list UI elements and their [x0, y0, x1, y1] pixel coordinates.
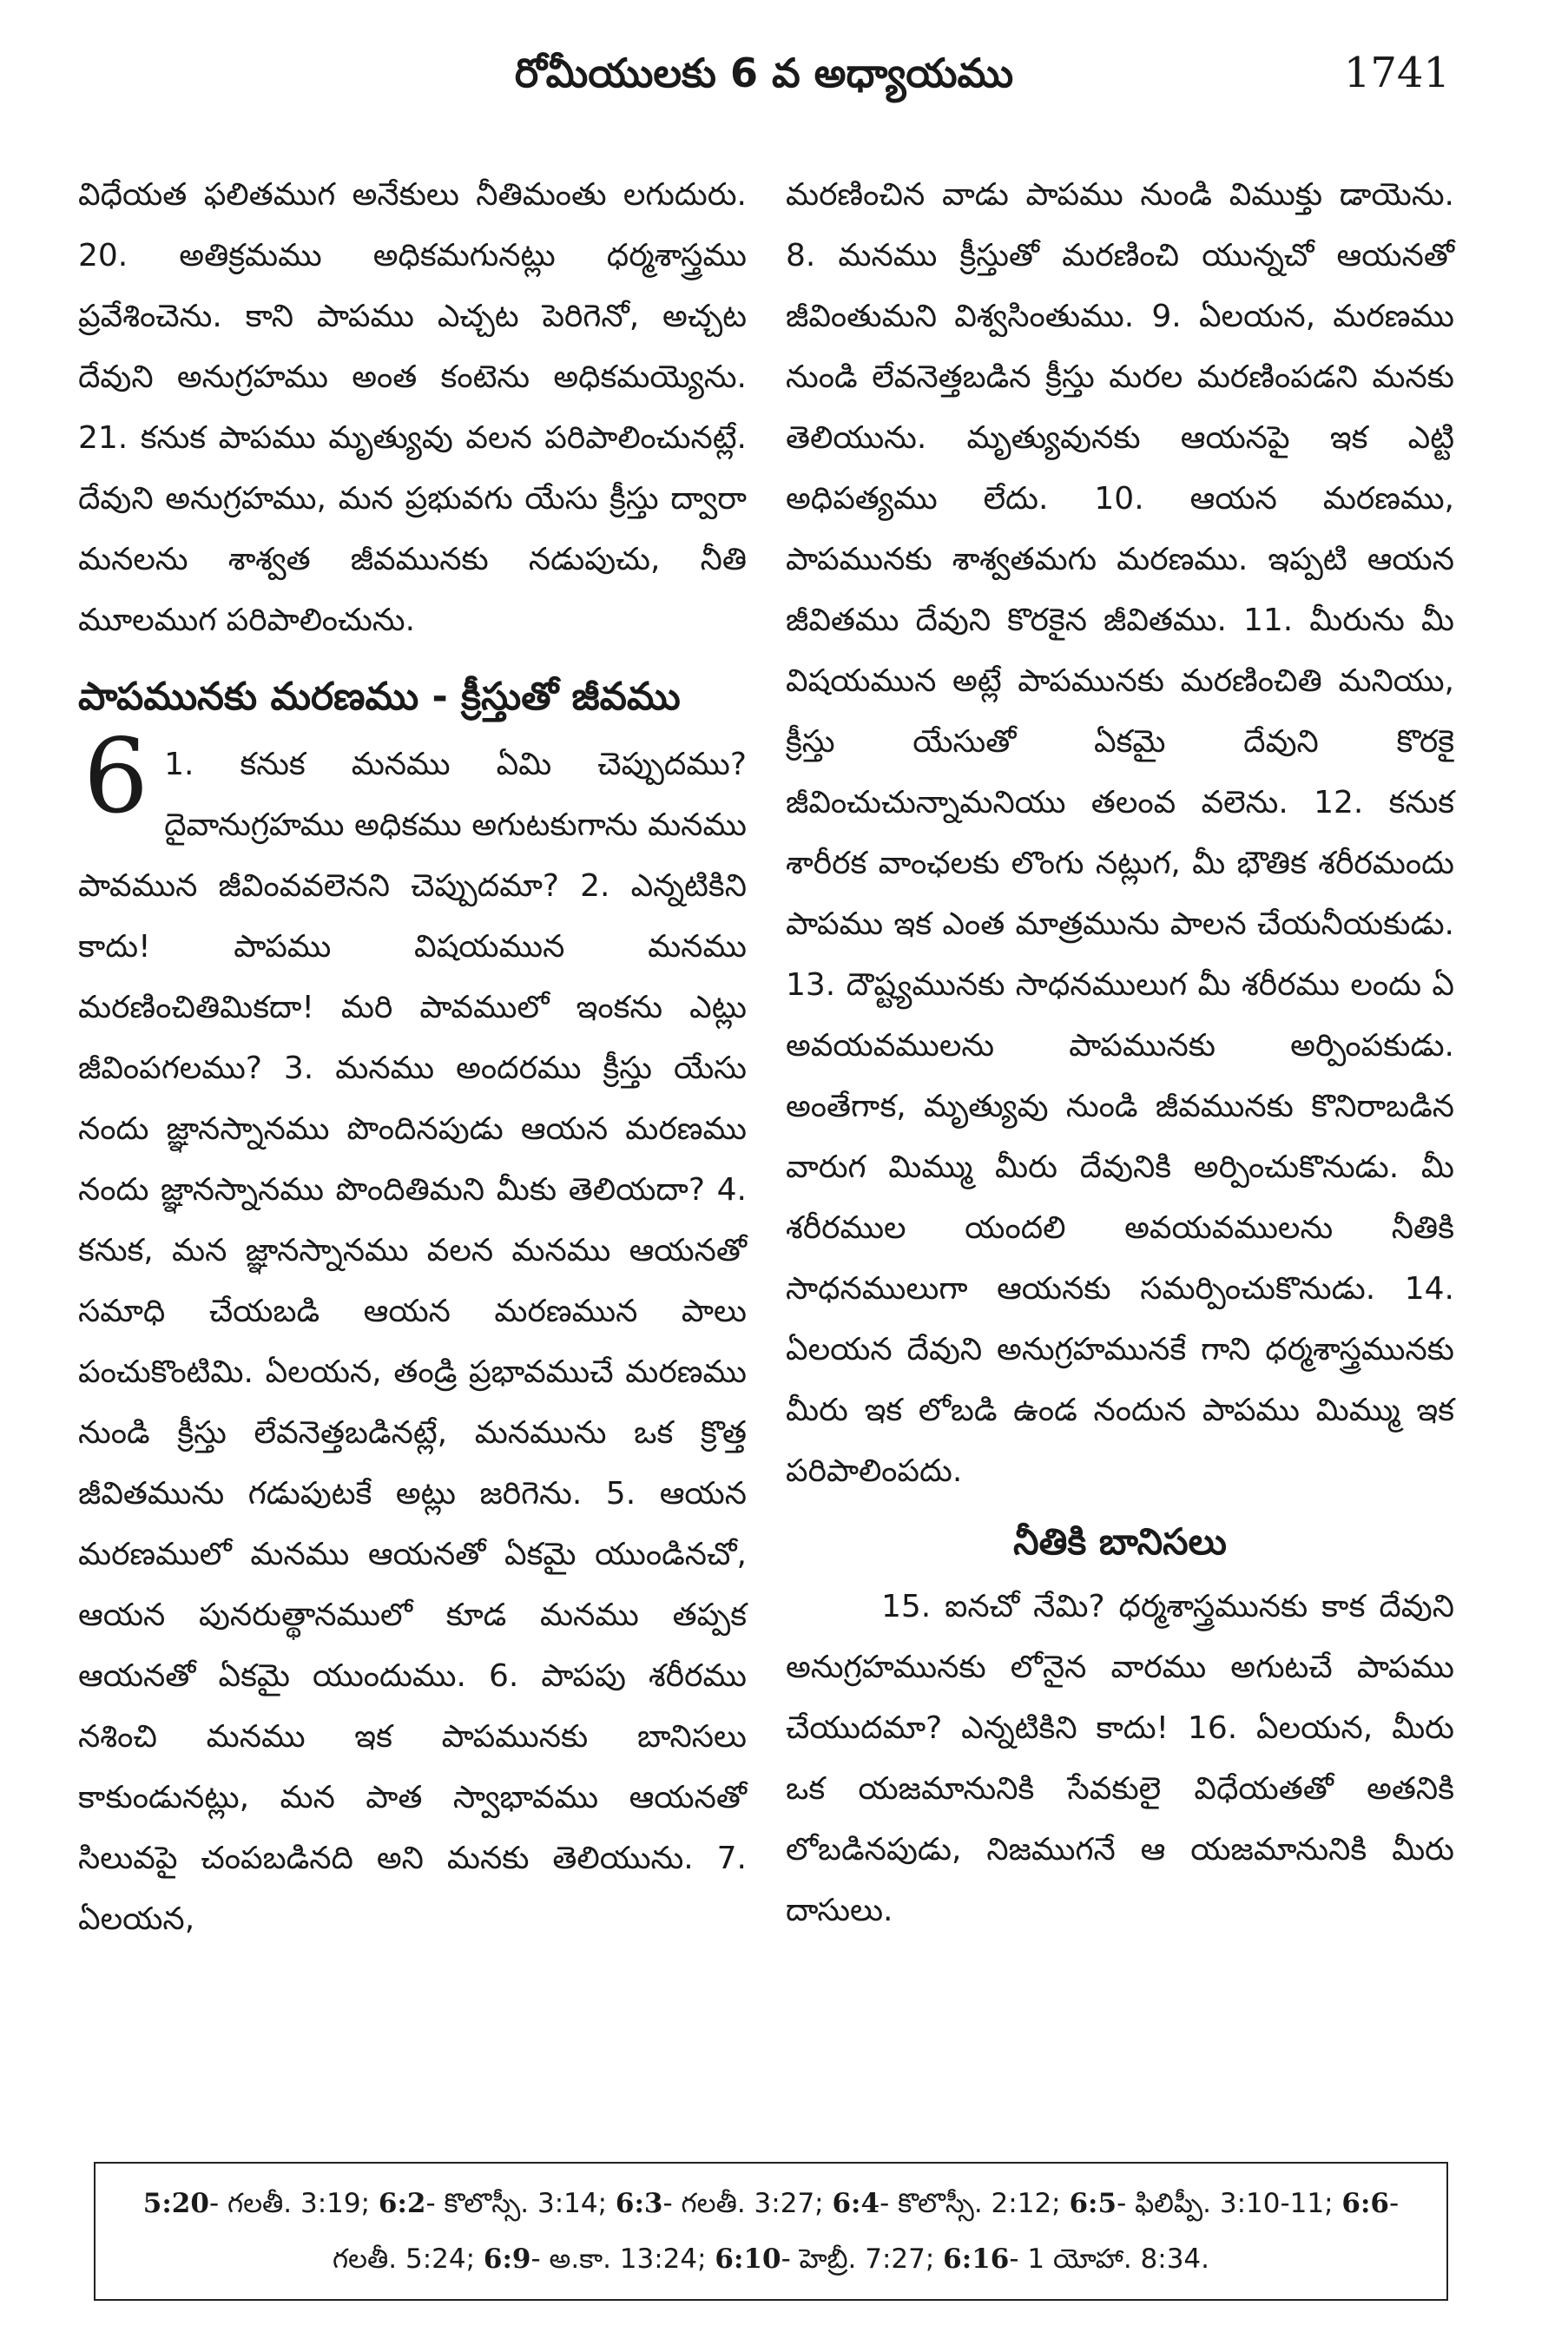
footnote-text: - కొలొస్సీ. 3:14; [425, 2188, 608, 2219]
footnote-ref: 6:16 [943, 2243, 1010, 2275]
section-heading: నీతికి బానిసలు [1013, 1520, 1227, 1563]
footnote-text: - గలతీ. 3:19; [208, 2188, 371, 2219]
footnote-ref: 6:6 [1341, 2188, 1389, 2219]
footnote-ref: 5:20 [142, 2188, 209, 2219]
footnote-text: - హెబ్రీ. 7:27; [781, 2243, 935, 2275]
footnote-text: - కొలొస్సీ. 2:12; [880, 2188, 1061, 2219]
body-paragraph: విధేయత ఫలితముగ అనేకులు నీతిమంతు లగుదురు. 20. అతిక్రమము అధికమగునట్లు ధర్మశాస్త్రము ప్రవేశించెను. కాని పాపము ఎచ్చట పెరిగెనో, అచ్చట దేవుని అనుగ్రహము అంత కంటెను అధికమయ్యెను. 21. కనుక పాపము మృత్యువు వలన పరిపాలించునట్లే. దేవుని అనుగ్రహము, మన ప్రభువగు యేసు క్రీస్తు ద్వారా మనలను శాశ్వత జీవమునకు నడుపుచు, నీతి మూలముగ పరిపాలించును. [78, 177, 747, 638]
footnote-ref: 6:10 [715, 2243, 781, 2275]
chapter-number: 6 [83, 716, 149, 836]
right-column [786, 165, 1454, 1941]
footnote-item [832, 2188, 1060, 2219]
footnote-ref: 6:9 [483, 2243, 531, 2275]
body-paragraph: 15. ఐనచో నేమి? ధర్మశాస్త్రమునకు కాక దేవుని అనుగ్రహమునకు లోనైన వారము అగుటచే పాపము చేయుదమా? ఎన్నటికిని కాదు! 16. ఏలయన, మీరు ఒక యజమానునికి సేవకులై విధేయతతో అతనికి లోబడినపుడు, నిజముగనే ఆ యజమానునికి మీరు దాసులు. [786, 1589, 1454, 1928]
section-heading: పాపమునకు మరణము - క్రీస్తుతో జీవము [78, 675, 681, 719]
footnote-ref: 6:4 [832, 2188, 880, 2219]
footnote-text: - గలతీ. 3:27; [662, 2188, 824, 2219]
body-paragraph: మరణించిన వాడు పాపము నుండి విముక్తు డాయెను. 8. మనము క్రీస్తుతో మరణించి యున్నచో ఆయనతో జీవింతుమని విశ్వసింతుము. 9. ఏలయన, మరణము నుండి లేవనెత్తబడిన క్రీస్తు మరల మరణింపడని మనకు తెలియును. మృత్యువునకు ఆయనపై ఇక ఎట్టి అధిపత్యము లేదు. 10. ఆయన మరణము, పాపమునకు శాశ్వతమగు మరణము. ఇప్పటి ఆయన జీవితము దేవుని కొరకైన జీవితము. 11. మీరును మీ విషయమున అట్లే పాపమునకు మరణించితి మనియు, క్రీస్తు యేసుతో ఏకమై దేవుని కొరకై జీవించుచున్నామనియు తలంవ వలెను. 12. కనుక శారీరక వాంఛలకు లొంగు నట్లుగ, మీ భౌతిక శరీరమందు పాపము ఇక ఎంత మాత్రమును పాలన చేయనీయకుడు. 13. దౌష్ట్యమునకు సాధనములుగ మీ శరీరము లందు ఏ అవయవములను పాపమునకు అర్పింపకుడు. అంతేగాక, మృత్యువు నుండి జీవమునకు కొనిరాబడిన వారుగ మిమ్ము మీరు దేవునికి అర్పించుకొనుడు. మీ శరీరముల యందలి అవయవములను నీతికి సాధనములుగా ఆయనకు సమర్పించుకొనుడు. 14. ఏలయన దేవుని అనుగ్రహమునకే గాని ధర్మశాస్త్రమునకు మీరు ఇక లోబడి ఉండ నందున పాపము మిమ్ము ఇక పరిపాలింపదు. [786, 177, 1454, 1489]
running-head: రోమీయులకు 6 వ అధ్యాయము [514, 49, 1014, 96]
footnote-ref: 6:5 [1069, 2188, 1117, 2219]
footnote-item [379, 2188, 607, 2219]
footnote-box [94, 2162, 1448, 2301]
footnote-item [1069, 2188, 1333, 2219]
footnote-item [616, 2188, 824, 2219]
page-header [78, 38, 1450, 108]
footnote-text: - గలతీ. 5:24; [332, 2188, 1400, 2275]
footnote-text: - ఫిలిప్పీ. 3:10-11; [1117, 2188, 1334, 2219]
footnote-item [943, 2243, 1209, 2275]
footnote-item [715, 2243, 934, 2275]
footnote-item [484, 2243, 707, 2275]
footnote-ref: 6:3 [615, 2188, 663, 2219]
page-number: 1741 [1343, 49, 1450, 97]
footnote-text: - 1 యోహా. 8:34. [1009, 2243, 1209, 2275]
chapter-opening-paragraph [78, 716, 747, 1950]
chapter-text: 1. కనుక మనము ఏమి చెప్పుదము? దైవానుగ్రహము అధికము అగుటకుగాను మనము పావమున జీవింవవలెనని చెప్పుదమా? 2. ఎన్నటికిని కాదు! పాపము విషయమున మనము మరణించితిమికదా! మరి పావములో ఇంకను ఎట్లు జీవింపగలము? 3. మనము అందరము క్రీస్తు యేసు నందు జ్ఞానస్నానము పొందినపుడు ఆయన మరణము నందు జ్ఞానస్నానము పొందితిమని మీకు తెలియదా? 4. కనుక, మన జ్ఞానస్నానము వలన మనము ఆయనతో సమాధి చేయబడి ఆయన మరణమున పాలు పంచుకొంటిమి. ఏలయన, తండ్రి ప్రభావముచే మరణము నుండి క్రీస్తు లేవనెత్తబడినట్లే, మనమును ఒక క్రొత్త జీవితమును గడుపుటకే అట్లు జరిగెను. 5. ఆయన మరణములో మనము ఆయనతో ఏకమై యుండినచో, ఆయన పునరుత్థానములో కూడ మనము తప్పక ఆయనతో ఏకమై యుందుము. 6. పాపపు శరీరము నశించి మనము ఇక పాపమునకు బానిసలు కాకుండునట్లు, మన పాత స్వాభావము ఆయనతో సిలువపై చంపబడినది అని మనకు తెలియును. 7. ఏలయన, [78, 747, 747, 1937]
footnote-item [143, 2188, 370, 2219]
footnote-ref: 6:2 [378, 2188, 426, 2219]
footnote-text: - అ.కా. 13:24; [530, 2243, 707, 2275]
left-column [78, 165, 747, 1950]
